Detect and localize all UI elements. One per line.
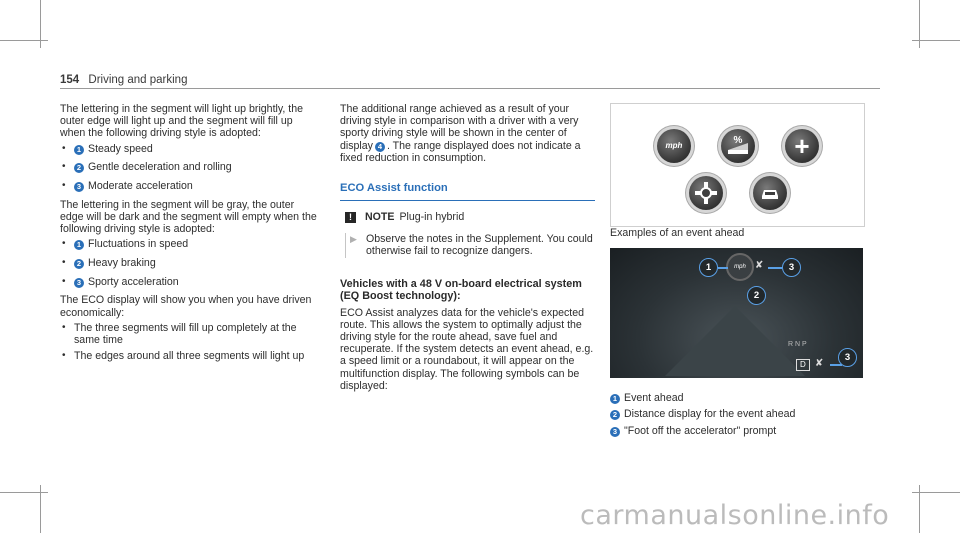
callout-badge: 2 — [610, 410, 620, 420]
crop-mark — [0, 492, 48, 493]
list-item-text: Fluctuations in speed — [88, 238, 189, 251]
crop-mark — [912, 492, 960, 493]
symbol-examples-figure — [610, 103, 865, 227]
triangle-right-icon: ▶ — [350, 234, 357, 245]
foot-off-icon: ✘ — [755, 260, 764, 272]
gear-selected: D — [796, 359, 810, 371]
note-text: Observe the notes in the Supplement. You could otherwise fail to recognize dangers. — [366, 233, 593, 258]
header-divider — [60, 88, 880, 89]
road-graphic — [665, 306, 805, 376]
crop-mark — [0, 40, 48, 41]
figure-legend — [610, 392, 865, 437]
callout-badge: 3 — [610, 427, 620, 437]
callout-badge: 3 — [838, 348, 857, 367]
paragraph-range-text: The additional range achieved as a result of your driving style in comparison with a driver with a very sporty driving style will be shown in the center of display — [340, 103, 579, 152]
paragraph-eco-display: The ECO display will show you when you have driven economically: — [60, 294, 312, 319]
callout-badge: 1 — [610, 394, 620, 404]
legend-text: Distance display for the event ahead — [624, 408, 796, 421]
junction-icon: + — [785, 129, 819, 163]
callout-badge: 1 — [699, 258, 718, 277]
section-name: Driving and parking — [88, 74, 188, 86]
legend-item — [610, 392, 865, 404]
list-item-text: Gentle deceleration and rolling — [88, 161, 232, 174]
column-middle — [340, 103, 598, 392]
page-header — [60, 74, 187, 86]
note-label: NOTE — [365, 211, 395, 224]
paragraph-bright: The lettering in the segment will light up brightly, the outer edge will light up and the segment will fill up when the following driving style is adopted: — [60, 103, 303, 140]
list-item-text: Sporty acceleration — [88, 275, 179, 288]
gradient-icon — [721, 129, 755, 163]
note-box — [340, 209, 598, 257]
paragraph-range — [340, 103, 598, 164]
list-item — [60, 257, 318, 269]
note-body — [345, 233, 598, 257]
figure-caption: Examples of an event ahead — [610, 227, 745, 239]
gear-indicator: R N P — [788, 341, 807, 349]
callout-badge: 2 — [74, 259, 84, 269]
speed-limit-icon: mph — [657, 129, 691, 163]
legend-text: "Foot off the accelerator" prompt — [624, 424, 777, 437]
list-item — [60, 161, 318, 173]
foot-off-icon: ✘ — [815, 358, 824, 370]
legend-text: Event ahead — [624, 392, 684, 405]
callout-badge: 1 — [74, 240, 84, 250]
roundabout-shape — [689, 176, 723, 210]
legend-item — [610, 408, 865, 420]
list-item-text: Steady speed — [88, 142, 153, 155]
list-item — [60, 143, 318, 155]
page-number: 154 — [60, 74, 80, 86]
watermark: carmanualsonline.info — [580, 500, 890, 531]
list-item: • The three segments will fill up completely at the same time — [60, 322, 318, 346]
subheading: Vehicles with a 48 V on-board electrical system (EQ Boost technology): — [340, 277, 582, 303]
vehicle-ahead-icon — [753, 176, 787, 210]
callout-badge: 3 — [782, 258, 801, 277]
column-right — [610, 103, 865, 441]
note-header — [340, 209, 598, 225]
callout-badge: 3 — [74, 182, 84, 192]
paragraph-eco-assist: ECO Assist analyzes data for the vehicle's expected route. This allows the system to optimally adjust the driving style for the route ahead, save fuel and recuperate. If the system detects an event ahead, e.g. a speed limit or a roundabout, it will appear on the multifunction display. The following symbols can be displayed: — [340, 306, 594, 392]
instrument-cluster-figure — [610, 248, 863, 378]
note-subtitle: Plug-in hybrid — [399, 211, 465, 224]
section-divider — [340, 200, 595, 201]
list-item: • The edges around all three segments will light up — [60, 350, 318, 362]
list-item — [60, 238, 318, 250]
section-title: ECO Assist function — [340, 182, 448, 195]
column-left — [60, 103, 318, 366]
callout-badge: 4 — [375, 142, 385, 152]
list-item — [60, 276, 318, 288]
callout-badge: 1 — [74, 145, 84, 155]
callout-line — [718, 267, 728, 269]
legend-item — [610, 425, 865, 437]
warning-icon: ! — [345, 212, 356, 223]
callout-badge: 2 — [74, 163, 84, 173]
callout-badge: 3 — [74, 278, 84, 288]
speed-limit-label: mph — [734, 264, 746, 271]
car-shape — [753, 176, 787, 210]
paragraph-gray: The lettering in the segment will be gray, the outer edge will be dark and the segment will empty when the following driving style is adopted: — [60, 198, 317, 236]
list-item-text: Moderate acceleration — [88, 180, 193, 193]
callout-badge: 2 — [747, 286, 766, 305]
list-item-text: Heavy braking — [88, 257, 156, 270]
paragraph-range-text-end: . The range displayed does not indicate a fixed reduction in consumption. — [340, 139, 581, 164]
list-economical — [60, 143, 318, 193]
eco-gauge-ring — [726, 253, 754, 281]
list-uneconomical — [60, 238, 318, 288]
crop-mark — [912, 40, 960, 41]
roundabout-icon — [689, 176, 723, 210]
list-eco-display — [60, 322, 318, 363]
list-item — [60, 180, 318, 192]
callout-line — [768, 267, 782, 269]
gradient-label: % — [733, 135, 743, 146]
